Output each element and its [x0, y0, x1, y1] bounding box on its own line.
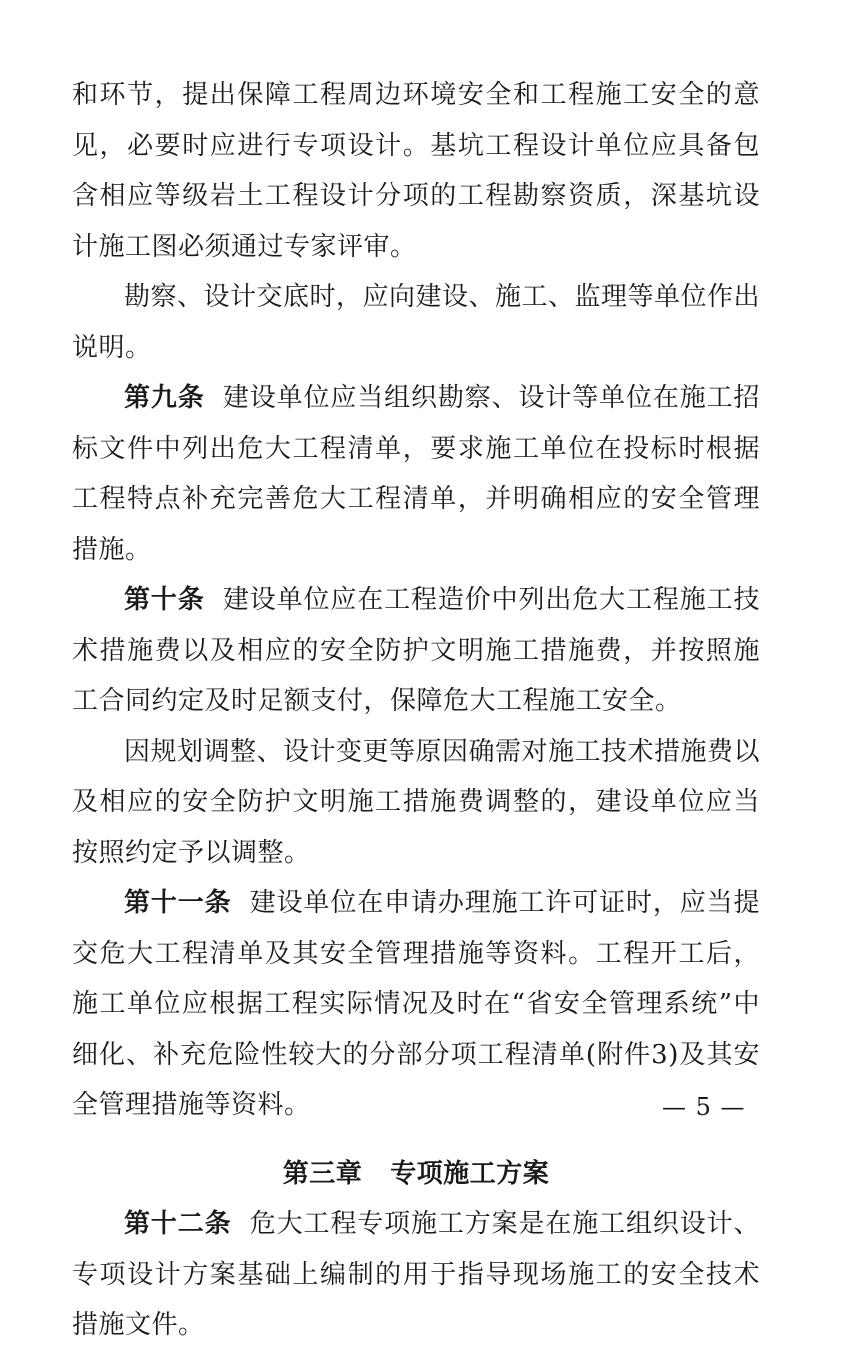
article-12-text: 危大工程专项施工方案是在施工组织设计、专项设计方案基础上编制的用于指导现场施工的安全技术措施文件。 [72, 1209, 760, 1340]
article-9-text: 建设单位应当组织勘察、设计等单位在施工招标文件中列出危大工程清单，要求施工单位在投标时根据工程特点补充完善危大工程清单，并明确相应的安全管理措施。 [72, 383, 760, 565]
article-9 [72, 373, 760, 575]
article-12-heading: 第十二条 [124, 1209, 232, 1239]
article-11-text: 建设单位在申请办理施工许可证时，应当提交危大工程清单及其安全管理措施等资料。工程开工后，施工单位应根据工程实际情况及时在“省安全管理系统”中细化、补充危险性较大的分部分项工程清单(附件3)及其安全管理措施等资料。 [72, 888, 760, 1120]
article-12 [72, 1199, 760, 1351]
article-9-heading: 第九条 [124, 383, 205, 413]
article-11-heading: 第十一条 [124, 888, 232, 918]
article-10-heading: 第十条 [124, 585, 205, 615]
article-10-adjustment: 因规划调整、设计变更等原因确需对施工技术措施费以及相应的安全防护文明施工措施费调整的，建设单位应当按照约定予以调整。 [72, 736, 761, 868]
article-11 [72, 878, 760, 1131]
article-10-text: 建设单位应在工程造价中列出危大工程施工技术措施费以及相应的安全防护文明施工措施费，并按照施工合同约定及时足额支付，保障危大工程施工安全。 [72, 585, 760, 716]
document-page [72, 70, 760, 1351]
paragraph-briefing: 勘察、设计交底时，应向建设、施工、监理等单位作出说明。 [72, 282, 761, 363]
paragraph-continuation: 和环节，提出保障工程周边环境安全和工程施工安全的意见，必要时应进行专项设计。基坑工程设计单位应具备包含相应等级岩土工程设计分项的工程勘察资质，深基坑设计施工图必须通过专家评审。 [72, 80, 760, 262]
chapter-number: 第三章 [282, 1158, 363, 1189]
chapter-title: 专项施工方案 [390, 1158, 550, 1189]
article-10 [72, 575, 760, 727]
page-number: — 5 — [662, 1093, 746, 1121]
